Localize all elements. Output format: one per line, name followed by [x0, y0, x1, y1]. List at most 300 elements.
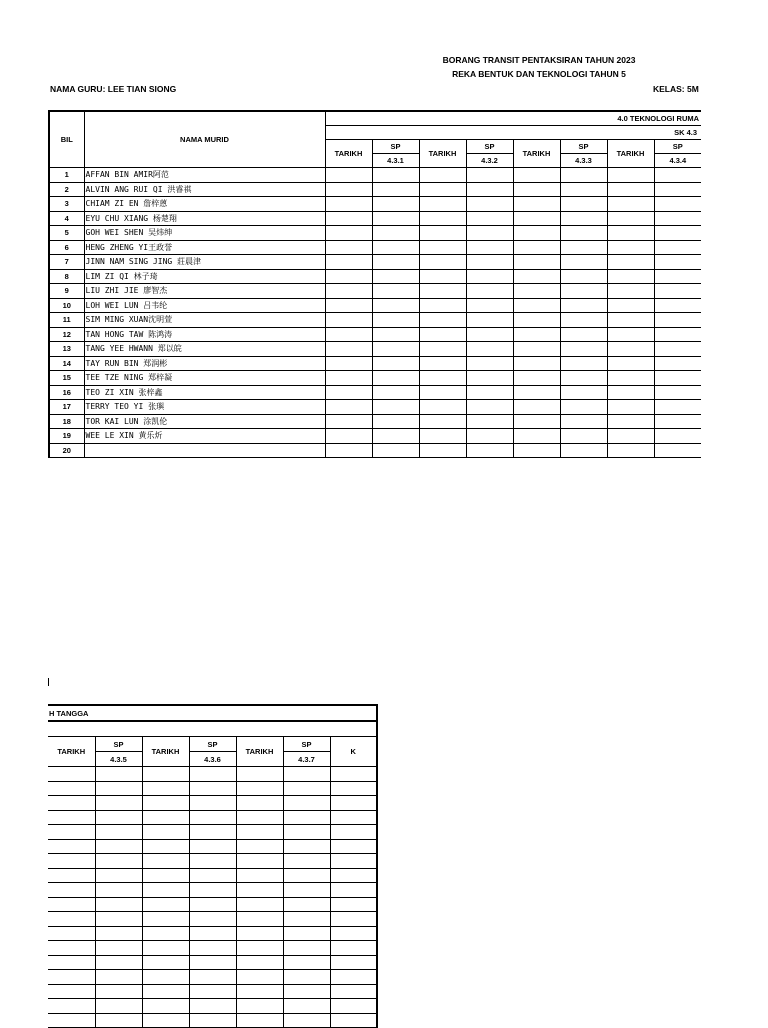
score-cell[interactable]	[95, 999, 142, 1014]
k-cell[interactable]	[330, 781, 377, 796]
score-cell[interactable]	[372, 211, 419, 226]
student-row	[48, 839, 377, 854]
score-cell[interactable]	[466, 429, 513, 444]
student-row	[49, 327, 701, 342]
date-cell[interactable]	[419, 168, 466, 183]
score-cell[interactable]	[654, 269, 701, 284]
score-cell[interactable]	[560, 443, 607, 458]
score-cell[interactable]	[560, 327, 607, 342]
date-cell[interactable]	[513, 168, 560, 183]
k-cell[interactable]	[330, 839, 377, 854]
date-cell[interactable]	[325, 385, 372, 400]
score-cell[interactable]	[372, 356, 419, 371]
score-cell[interactable]	[189, 854, 236, 869]
score-cell[interactable]	[283, 781, 330, 796]
date-cell[interactable]	[48, 767, 95, 782]
score-cell[interactable]	[283, 1013, 330, 1028]
date-cell[interactable]	[236, 955, 283, 970]
date-cell[interactable]	[236, 1013, 283, 1028]
date-cell[interactable]	[142, 796, 189, 811]
date-cell[interactable]	[325, 255, 372, 270]
score-cell[interactable]	[189, 999, 236, 1014]
date-cell[interactable]	[607, 313, 654, 328]
date-cell[interactable]	[236, 825, 283, 840]
date-cell[interactable]	[325, 429, 372, 444]
score-cell[interactable]	[654, 313, 701, 328]
score-cell[interactable]	[466, 269, 513, 284]
score-cell[interactable]	[466, 298, 513, 313]
date-cell[interactable]	[325, 414, 372, 429]
score-cell[interactable]	[372, 284, 419, 299]
score-cell[interactable]	[372, 342, 419, 357]
date-cell[interactable]	[48, 781, 95, 796]
score-cell[interactable]	[654, 385, 701, 400]
date-cell[interactable]	[142, 912, 189, 927]
date-cell[interactable]	[142, 781, 189, 796]
date-cell[interactable]	[607, 182, 654, 197]
score-cell[interactable]	[95, 955, 142, 970]
score-cell[interactable]	[560, 298, 607, 313]
date-cell[interactable]	[513, 443, 560, 458]
score-cell[interactable]	[654, 400, 701, 415]
student-number: 15	[49, 371, 84, 386]
date-cell[interactable]	[236, 897, 283, 912]
k-cell[interactable]	[330, 810, 377, 825]
date-cell[interactable]	[142, 999, 189, 1014]
sp-code: 4.3.4	[654, 154, 701, 168]
date-cell[interactable]	[236, 883, 283, 898]
score-cell[interactable]	[283, 854, 330, 869]
score-cell[interactable]	[654, 197, 701, 212]
date-cell[interactable]	[607, 443, 654, 458]
date-cell[interactable]	[142, 767, 189, 782]
score-cell[interactable]	[560, 269, 607, 284]
score-cell[interactable]	[372, 414, 419, 429]
date-cell[interactable]	[236, 868, 283, 883]
score-cell[interactable]	[95, 1013, 142, 1028]
score-cell[interactable]	[95, 781, 142, 796]
score-cell[interactable]	[466, 327, 513, 342]
date-cell[interactable]	[325, 356, 372, 371]
date-cell[interactable]	[607, 269, 654, 284]
score-cell[interactable]	[560, 356, 607, 371]
date-cell[interactable]	[325, 327, 372, 342]
date-cell[interactable]	[513, 240, 560, 255]
date-cell[interactable]	[513, 371, 560, 386]
date-cell[interactable]	[325, 182, 372, 197]
k-cell[interactable]	[330, 999, 377, 1014]
k-cell[interactable]	[330, 868, 377, 883]
score-cell[interactable]	[654, 240, 701, 255]
score-cell[interactable]	[654, 211, 701, 226]
date-cell[interactable]	[419, 298, 466, 313]
date-cell[interactable]	[419, 342, 466, 357]
sp-header: SP	[95, 737, 142, 752]
date-cell[interactable]	[419, 313, 466, 328]
score-cell[interactable]	[283, 999, 330, 1014]
score-cell[interactable]	[654, 284, 701, 299]
date-cell[interactable]	[513, 313, 560, 328]
score-cell[interactable]	[95, 926, 142, 941]
date-cell[interactable]	[236, 854, 283, 869]
score-cell[interactable]	[466, 211, 513, 226]
date-cell[interactable]	[607, 240, 654, 255]
date-cell[interactable]	[419, 356, 466, 371]
date-cell[interactable]	[419, 284, 466, 299]
score-cell[interactable]	[189, 767, 236, 782]
date-cell[interactable]	[607, 429, 654, 444]
score-cell[interactable]	[466, 197, 513, 212]
date-cell[interactable]	[513, 429, 560, 444]
score-cell[interactable]	[372, 168, 419, 183]
score-cell[interactable]	[654, 298, 701, 313]
score-cell[interactable]	[466, 414, 513, 429]
score-cell[interactable]	[466, 226, 513, 241]
score-cell[interactable]	[95, 941, 142, 956]
score-cell[interactable]	[466, 240, 513, 255]
score-cell[interactable]	[372, 226, 419, 241]
date-cell[interactable]	[236, 796, 283, 811]
date-cell[interactable]	[419, 226, 466, 241]
score-cell[interactable]	[654, 414, 701, 429]
date-cell[interactable]	[142, 897, 189, 912]
score-cell[interactable]	[189, 926, 236, 941]
date-cell[interactable]	[419, 443, 466, 458]
score-cell[interactable]	[189, 839, 236, 854]
score-cell[interactable]	[654, 443, 701, 458]
date-cell[interactable]	[607, 211, 654, 226]
date-cell[interactable]	[607, 255, 654, 270]
k-cell[interactable]	[330, 825, 377, 840]
score-cell[interactable]	[95, 825, 142, 840]
score-cell[interactable]	[466, 313, 513, 328]
score-cell[interactable]	[95, 796, 142, 811]
date-cell[interactable]	[513, 400, 560, 415]
date-cell[interactable]	[419, 197, 466, 212]
score-cell[interactable]	[560, 414, 607, 429]
score-cell[interactable]	[560, 182, 607, 197]
date-cell[interactable]	[48, 810, 95, 825]
score-cell[interactable]	[189, 868, 236, 883]
date-cell[interactable]	[48, 883, 95, 898]
score-cell[interactable]	[95, 897, 142, 912]
score-cell[interactable]	[654, 429, 701, 444]
score-cell[interactable]	[283, 839, 330, 854]
score-cell[interactable]	[372, 385, 419, 400]
date-cell[interactable]	[607, 226, 654, 241]
score-cell[interactable]	[372, 240, 419, 255]
date-cell[interactable]	[48, 854, 95, 869]
score-cell[interactable]	[95, 984, 142, 999]
score-cell[interactable]	[560, 168, 607, 183]
date-cell[interactable]	[419, 371, 466, 386]
score-cell[interactable]	[283, 912, 330, 927]
k-cell[interactable]	[330, 897, 377, 912]
score-cell[interactable]	[560, 342, 607, 357]
score-cell[interactable]	[560, 400, 607, 415]
score-cell[interactable]	[466, 168, 513, 183]
date-cell[interactable]	[236, 999, 283, 1014]
score-cell[interactable]	[189, 825, 236, 840]
date-cell[interactable]	[607, 327, 654, 342]
score-cell[interactable]	[189, 796, 236, 811]
date-cell[interactable]	[142, 854, 189, 869]
score-cell[interactable]	[372, 197, 419, 212]
k-cell[interactable]	[330, 767, 377, 782]
score-cell[interactable]	[466, 371, 513, 386]
k-cell[interactable]	[330, 941, 377, 956]
score-cell[interactable]	[654, 327, 701, 342]
score-cell[interactable]	[95, 767, 142, 782]
score-cell[interactable]	[466, 443, 513, 458]
student-row	[49, 255, 701, 270]
score-cell[interactable]	[372, 443, 419, 458]
date-cell[interactable]	[325, 313, 372, 328]
date-cell[interactable]	[48, 999, 95, 1014]
score-cell[interactable]	[283, 955, 330, 970]
date-cell[interactable]	[236, 839, 283, 854]
score-cell[interactable]	[95, 854, 142, 869]
date-cell[interactable]	[48, 868, 95, 883]
date-cell[interactable]	[607, 356, 654, 371]
score-cell[interactable]	[654, 371, 701, 386]
sp-code: 4.3.7	[283, 752, 330, 767]
score-cell[interactable]	[654, 182, 701, 197]
score-cell[interactable]	[189, 912, 236, 927]
score-cell[interactable]	[560, 371, 607, 386]
date-cell[interactable]	[236, 926, 283, 941]
date-cell[interactable]	[48, 1013, 95, 1028]
date-cell[interactable]	[419, 400, 466, 415]
score-cell[interactable]	[466, 284, 513, 299]
score-cell[interactable]	[283, 926, 330, 941]
date-cell[interactable]	[607, 168, 654, 183]
date-cell[interactable]	[236, 941, 283, 956]
k-header: K	[330, 737, 377, 767]
score-cell[interactable]	[189, 955, 236, 970]
score-cell[interactable]	[95, 810, 142, 825]
date-cell[interactable]	[48, 839, 95, 854]
score-cell[interactable]	[372, 182, 419, 197]
date-cell[interactable]	[419, 211, 466, 226]
score-cell[interactable]	[560, 313, 607, 328]
score-cell[interactable]	[372, 269, 419, 284]
score-cell[interactable]	[466, 342, 513, 357]
date-cell[interactable]	[142, 984, 189, 999]
date-cell[interactable]	[325, 168, 372, 183]
score-cell[interactable]	[189, 1013, 236, 1028]
date-cell[interactable]	[142, 970, 189, 985]
sk-header-continued	[48, 721, 377, 737]
score-cell[interactable]	[654, 342, 701, 357]
score-cell[interactable]	[372, 313, 419, 328]
date-cell[interactable]	[513, 182, 560, 197]
date-cell[interactable]	[325, 269, 372, 284]
date-cell[interactable]	[513, 284, 560, 299]
date-cell[interactable]	[513, 197, 560, 212]
date-cell[interactable]	[325, 197, 372, 212]
date-cell[interactable]	[48, 825, 95, 840]
date-cell[interactable]	[607, 284, 654, 299]
date-cell[interactable]	[513, 211, 560, 226]
date-cell[interactable]	[607, 400, 654, 415]
score-cell[interactable]	[283, 970, 330, 985]
score-cell[interactable]	[189, 883, 236, 898]
date-cell[interactable]	[419, 429, 466, 444]
k-cell[interactable]	[330, 926, 377, 941]
score-cell[interactable]	[466, 255, 513, 270]
date-cell[interactable]	[142, 839, 189, 854]
date-cell[interactable]	[48, 984, 95, 999]
score-cell[interactable]	[560, 284, 607, 299]
date-cell[interactable]	[48, 796, 95, 811]
score-cell[interactable]	[283, 810, 330, 825]
score-cell[interactable]	[189, 897, 236, 912]
score-cell[interactable]	[560, 385, 607, 400]
date-cell[interactable]	[325, 342, 372, 357]
date-cell[interactable]	[513, 342, 560, 357]
date-cell[interactable]	[48, 897, 95, 912]
score-cell[interactable]	[372, 298, 419, 313]
k-cell[interactable]	[330, 955, 377, 970]
date-cell[interactable]	[607, 298, 654, 313]
score-cell[interactable]	[654, 168, 701, 183]
date-cell[interactable]	[419, 414, 466, 429]
date-cell[interactable]	[325, 298, 372, 313]
date-cell[interactable]	[325, 284, 372, 299]
date-cell[interactable]	[142, 868, 189, 883]
date-cell[interactable]	[513, 385, 560, 400]
k-cell[interactable]	[330, 796, 377, 811]
date-cell[interactable]	[419, 240, 466, 255]
date-cell[interactable]	[419, 269, 466, 284]
date-cell[interactable]	[142, 1013, 189, 1028]
date-cell[interactable]	[419, 255, 466, 270]
date-cell[interactable]	[236, 970, 283, 985]
date-cell[interactable]	[607, 342, 654, 357]
score-cell[interactable]	[189, 781, 236, 796]
score-cell[interactable]	[189, 970, 236, 985]
date-cell[interactable]	[513, 269, 560, 284]
date-cell[interactable]	[236, 810, 283, 825]
date-cell[interactable]	[419, 327, 466, 342]
date-cell[interactable]	[419, 182, 466, 197]
date-cell[interactable]	[142, 941, 189, 956]
score-cell[interactable]	[189, 941, 236, 956]
date-cell[interactable]	[236, 767, 283, 782]
k-cell[interactable]	[330, 970, 377, 985]
date-cell[interactable]	[142, 883, 189, 898]
date-cell[interactable]	[607, 385, 654, 400]
score-cell[interactable]	[95, 839, 142, 854]
date-cell[interactable]	[48, 941, 95, 956]
date-cell[interactable]	[513, 356, 560, 371]
score-cell[interactable]	[95, 912, 142, 927]
score-cell[interactable]	[283, 796, 330, 811]
date-cell[interactable]	[325, 400, 372, 415]
score-cell[interactable]	[95, 883, 142, 898]
score-cell[interactable]	[466, 400, 513, 415]
date-cell[interactable]	[325, 211, 372, 226]
score-cell[interactable]	[189, 810, 236, 825]
date-cell[interactable]	[236, 912, 283, 927]
date-cell[interactable]	[325, 240, 372, 255]
date-cell[interactable]	[142, 825, 189, 840]
score-cell[interactable]	[560, 211, 607, 226]
score-cell[interactable]	[283, 767, 330, 782]
date-cell[interactable]	[607, 371, 654, 386]
score-cell[interactable]	[283, 868, 330, 883]
date-cell[interactable]	[513, 226, 560, 241]
score-cell[interactable]	[654, 255, 701, 270]
date-cell[interactable]	[48, 955, 95, 970]
date-cell[interactable]	[607, 414, 654, 429]
date-cell[interactable]	[513, 298, 560, 313]
score-cell[interactable]	[283, 897, 330, 912]
date-cell[interactable]	[325, 443, 372, 458]
score-cell[interactable]	[283, 984, 330, 999]
date-cell[interactable]	[142, 810, 189, 825]
date-cell[interactable]	[325, 226, 372, 241]
score-cell[interactable]	[466, 385, 513, 400]
student-number: 2	[49, 182, 84, 197]
date-cell[interactable]	[325, 371, 372, 386]
k-cell[interactable]	[330, 984, 377, 999]
score-cell[interactable]	[95, 868, 142, 883]
score-cell[interactable]	[560, 429, 607, 444]
score-cell[interactable]	[189, 984, 236, 999]
score-cell[interactable]	[654, 356, 701, 371]
score-cell[interactable]	[466, 356, 513, 371]
date-cell[interactable]	[48, 970, 95, 985]
date-cell[interactable]	[419, 385, 466, 400]
subject-title: REKA BENTUK DAN TEKNOLOGI TAHUN 5	[452, 69, 626, 79]
score-cell[interactable]	[560, 240, 607, 255]
score-cell[interactable]	[283, 825, 330, 840]
student-number: 14	[49, 356, 84, 371]
date-cell[interactable]	[513, 327, 560, 342]
score-cell[interactable]	[560, 255, 607, 270]
score-cell[interactable]	[95, 970, 142, 985]
date-cell[interactable]	[236, 781, 283, 796]
date-cell[interactable]	[48, 912, 95, 927]
score-cell[interactable]	[283, 883, 330, 898]
date-cell[interactable]	[236, 984, 283, 999]
date-cell[interactable]	[513, 414, 560, 429]
date-cell[interactable]	[142, 955, 189, 970]
score-cell[interactable]	[372, 255, 419, 270]
date-cell[interactable]	[48, 926, 95, 941]
date-cell[interactable]	[607, 197, 654, 212]
score-cell[interactable]	[283, 941, 330, 956]
score-cell[interactable]	[466, 182, 513, 197]
score-cell[interactable]	[560, 226, 607, 241]
score-cell[interactable]	[372, 327, 419, 342]
date-cell[interactable]	[513, 255, 560, 270]
score-cell[interactable]	[372, 371, 419, 386]
k-cell[interactable]	[330, 883, 377, 898]
student-name: GOH WEI SHEN 吴炜绅	[84, 226, 325, 241]
k-cell[interactable]	[330, 1013, 377, 1028]
date-cell[interactable]	[142, 926, 189, 941]
score-cell[interactable]	[372, 429, 419, 444]
score-cell[interactable]	[654, 226, 701, 241]
k-cell[interactable]	[330, 912, 377, 927]
score-cell[interactable]	[372, 400, 419, 415]
score-cell[interactable]	[560, 197, 607, 212]
k-cell[interactable]	[330, 854, 377, 869]
student-row	[48, 912, 377, 927]
